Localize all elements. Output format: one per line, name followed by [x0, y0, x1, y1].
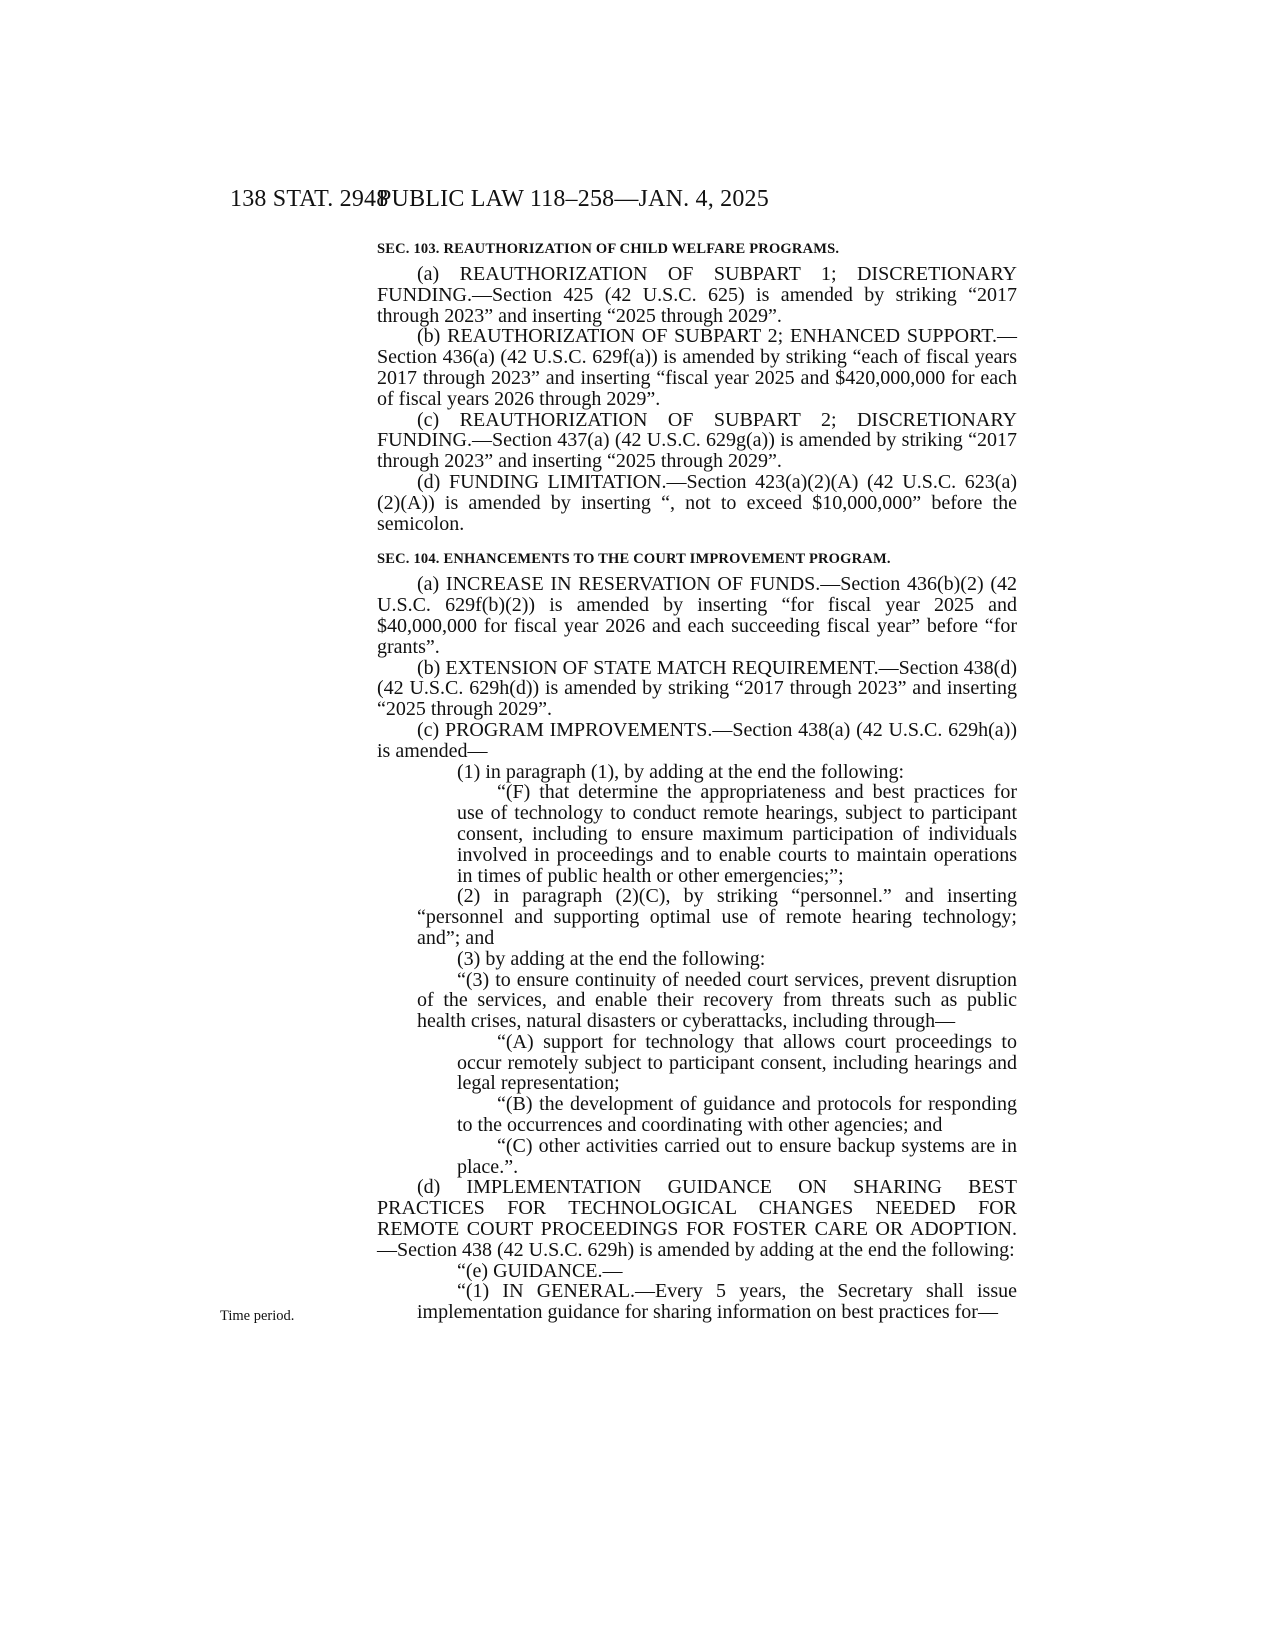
- sec-103-a: (a) REAUTHORIZATION OF SUBPART 1; DISCRETIONARY FUNDING.—Section 425 (42 U.S.C. 625) is amended by striking “2017 through 2023” and inserting “2025 through 2029”.: [377, 263, 1017, 327]
- sec-104-c-1: (1) in paragraph (1), by adding at the end the following:: [457, 760, 905, 783]
- sec-104-e: “(e) GUIDANCE.—: [457, 1259, 623, 1282]
- sec-103-c: (c) REAUTHORIZATION OF SUBPART 2; DISCRETIONARY FUNDING.—Section 437(a) (42 U.S.C. 629g(a)) is amended by striking “2017 through 2023” and inserting “2025 through 2029”.: [377, 408, 1017, 473]
- section-104-heading: SEC. 104. ENHANCEMENTS TO THE COURT IMPROVEMENT PROGRAM.: [377, 551, 891, 568]
- page-reference: 138 STAT. 2948: [230, 186, 389, 212]
- sec-103-d: (d) FUNDING LIMITATION.—Section 423(a)(2)(A) (42 U.S.C. 623(a)(2)(A)) is amended by inserting “, not to exceed $10,000,000” before the semicolon.: [377, 470, 1017, 535]
- sec-104-d: (d) IMPLEMENTATION GUIDANCE ON SHARING BEST PRACTICES FOR TECHNOLOGICAL CHANGES NEEDED FOR REMOTE COURT PROCEEDINGS FOR FOSTER CARE OR ADOPTION.—Section 438 (42 U.S.C. 629h) is amended by adding at the end the following:: [377, 1176, 1017, 1261]
- sec-104-c-1-F: “(F) that determine the appropriateness and best practices for use of technology to conduct remote hearings, subject to participant consent, including to ensure maximum participation of individuals involved in proceedings and to enable courts to maintain operations in times of public health or other emergencies;”;: [457, 781, 1017, 887]
- sec-104-c-3: (3) by adding at the end the following:: [457, 947, 766, 970]
- sec-104-c-3-text: “(3) to ensure continuity of needed court services, prevent disruption of the services, and enable their recovery from threats such as public health crises, natural disasters or cyberattacks, including through—: [417, 968, 1017, 1033]
- sec-104-c-3-A: “(A) support for technology that allows court proceedings to occur remotely subject to participant consent, including hearings and legal representation;: [457, 1030, 1017, 1095]
- sec-104-c-2: (2) in paragraph (2)(C), by striking “personnel.” and inserting “personnel and supporting optimal use of remote hearing technology; and”; and: [417, 885, 1017, 949]
- statute-body: [377, 240, 1017, 1323]
- sec-104-a: (a) INCREASE IN RESERVATION OF FUNDS.—Section 436(b)(2) (42 U.S.C. 629f(b)(2)) is amended by inserting “for fiscal year 2025 and $40,000,000 for fiscal year 2026 and each succeeding fiscal year” before “for grants”.: [377, 573, 1017, 658]
- margin-note: Time period.: [220, 1308, 295, 1324]
- sec-104-c-3-B: “(B) the development of guidance and protocols for responding to the occurrences and coordinating with other agencies; and: [457, 1093, 1017, 1137]
- section-103-heading: SEC. 103. REAUTHORIZATION OF CHILD WELFARE PROGRAMS.: [377, 241, 840, 257]
- sec-103-b: (b) REAUTHORIZATION OF SUBPART 2; ENHANCED SUPPORT.—Section 436(a) (42 U.S.C. 629f(a)) is amended by striking “each of fiscal years 2017 through 2023” and inserting “fiscal year 2025 and $420,000,000 for each of fiscal years 2026 through 2029”.: [377, 325, 1017, 410]
- sec-104-c: (c) PROGRAM IMPROVEMENTS.—Section 438(a) (42 U.S.C. 629h(a)) is amended—: [377, 718, 1017, 762]
- sec-104-e-1: “(1) IN GENERAL.—Every 5 years, the Secretary shall issue implementation guidance for sharing information on best practices for—: [417, 1280, 1017, 1324]
- sec-104-b: (b) EXTENSION OF STATE MATCH REQUIREMENT.—Section 438(d) (42 U.S.C. 629h(d)) is amended by striking “2017 through 2023” and inserting “2025 through 2029”.: [377, 656, 1017, 721]
- running-title: PUBLIC LAW 118–258—JAN. 4, 2025: [378, 186, 769, 212]
- sec-104-c-3-C: “(C) other activities carried out to ensure backup systems are in place.”.: [457, 1134, 1017, 1178]
